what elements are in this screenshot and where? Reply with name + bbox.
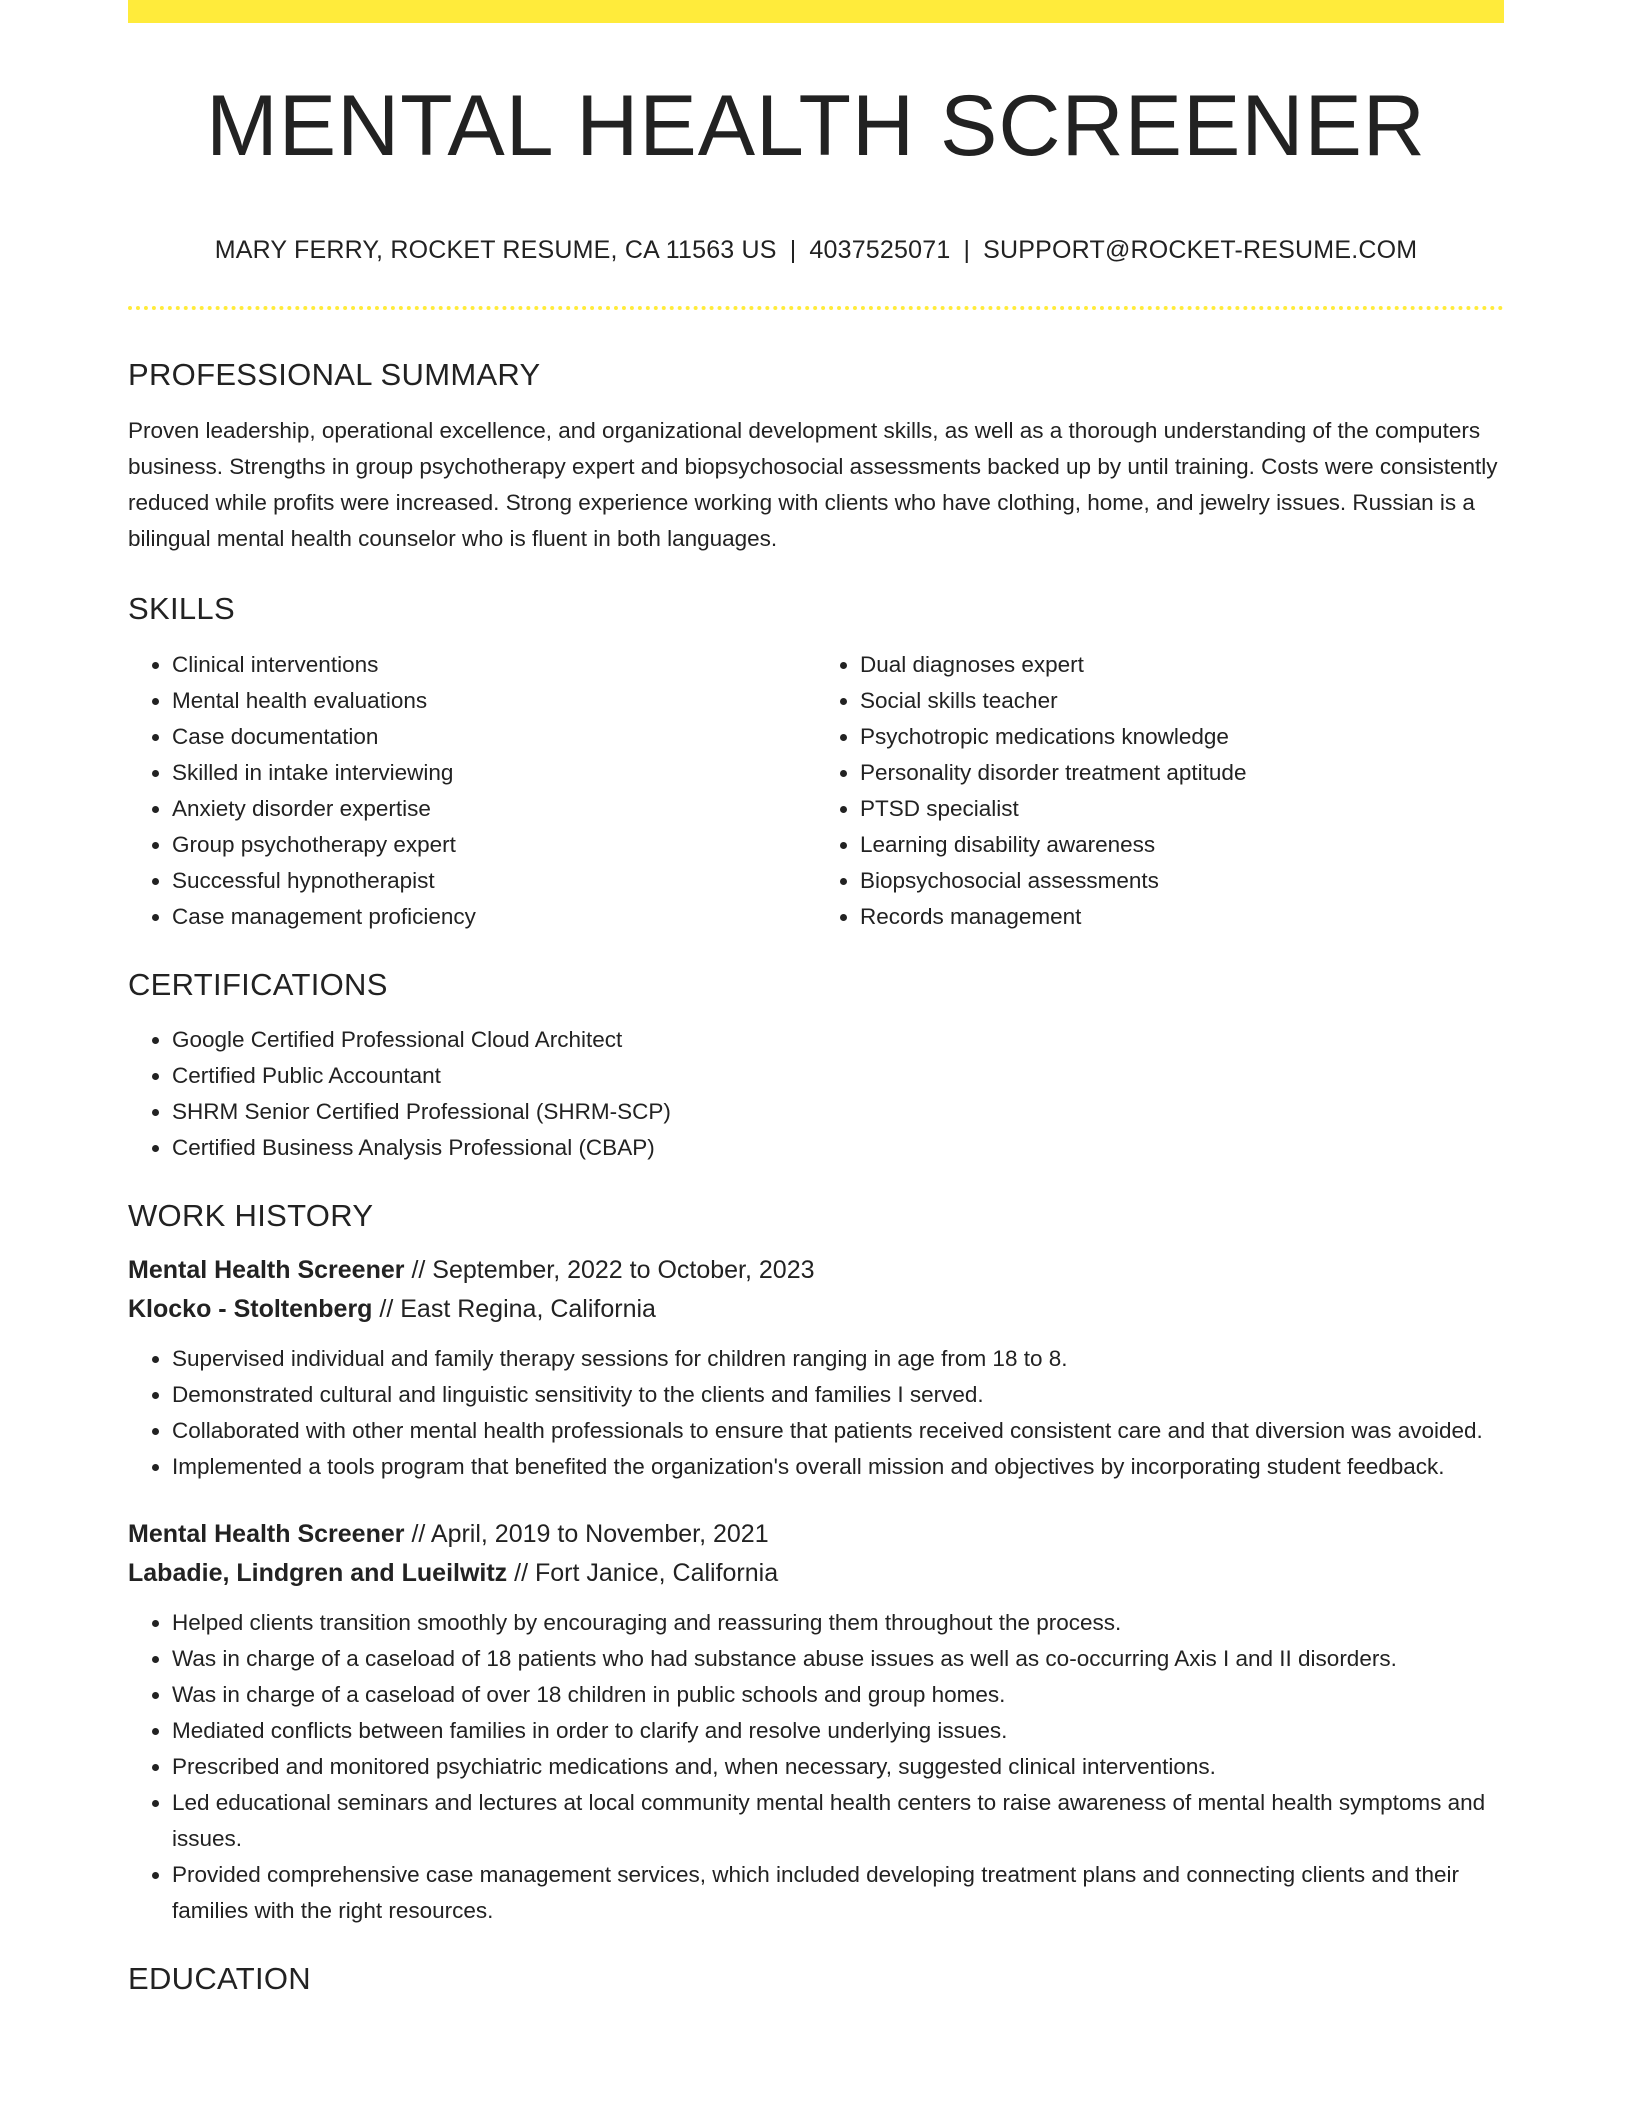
list-item: • Case documentation bbox=[172, 719, 816, 755]
list-item: • Clinical interventions bbox=[172, 647, 816, 683]
list-item: • Records management bbox=[860, 899, 1504, 935]
job-title-line bbox=[128, 1515, 1504, 1554]
list-item: • Prescribed and monitored psychiatric medications and, when necessary, suggested clinical interventions. bbox=[172, 1749, 1504, 1785]
list-item: • Successful hypnotherapist bbox=[172, 863, 816, 899]
job-company: Labadie, Lindgren and Lueilwitz bbox=[128, 1559, 508, 1587]
list-item: • Biopsychosocial assessments bbox=[860, 863, 1504, 899]
list-item: • Demonstrated cultural and linguistic sensitivity to the clients and families I served. bbox=[172, 1377, 1504, 1413]
list-item: • Mediated conflicts between families in order to clarify and resolve underlying issues. bbox=[172, 1713, 1504, 1749]
skills-list-right bbox=[816, 647, 1504, 935]
dotted-divider bbox=[128, 306, 1504, 310]
job-location: // East Regina, California bbox=[372, 1295, 656, 1323]
list-item: • Mental health evaluations bbox=[172, 683, 816, 719]
certifications-section bbox=[128, 969, 1504, 1166]
job-company-line bbox=[128, 1554, 1504, 1593]
resume-page bbox=[128, 0, 1504, 1994]
list-item: • Case management proficiency bbox=[172, 899, 816, 935]
job-dates: // September, 2022 to October, 2023 bbox=[404, 1256, 815, 1284]
list-item: • Supervised individual and family therapy sessions for children ranging in age from 18 to 8. bbox=[172, 1341, 1504, 1377]
list-item: • PTSD specialist bbox=[860, 791, 1504, 827]
list-item: • SHRM Senior Certified Professional (SHRM-SCP) bbox=[172, 1094, 1504, 1130]
contact-separator: | bbox=[789, 236, 797, 264]
top-accent-bar bbox=[128, 0, 1504, 23]
list-item: • Psychotropic medications knowledge bbox=[860, 719, 1504, 755]
list-item: • Certified Business Analysis Professional (CBAP) bbox=[172, 1130, 1504, 1166]
job-title-line bbox=[128, 1251, 1504, 1290]
job-bullets bbox=[128, 1605, 1504, 1929]
job-entry bbox=[128, 1515, 1504, 1929]
list-item: • Collaborated with other mental health professionals to ensure that patients received consistent care and that diversion was avoided. bbox=[172, 1413, 1504, 1449]
list-item: • Dual diagnoses expert bbox=[860, 647, 1504, 683]
work-history-section bbox=[128, 1200, 1504, 1929]
list-item: • Group psychotherapy expert bbox=[172, 827, 816, 863]
work-history-heading: WORK HISTORY bbox=[128, 1198, 374, 1233]
list-item: • Implemented a tools program that benefited the organization's overall mission and objectives by incorporating student feedback. bbox=[172, 1449, 1504, 1485]
summary-section bbox=[128, 359, 1504, 557]
skills-section bbox=[128, 593, 1504, 935]
list-item: • Led educational seminars and lectures at local community mental health centers to raise awareness of mental health symptoms and issues. bbox=[172, 1785, 1504, 1857]
list-item: • Anxiety disorder expertise bbox=[172, 791, 816, 827]
list-item: • Certified Public Accountant bbox=[172, 1058, 1504, 1094]
list-item: • Google Certified Professional Cloud Architect bbox=[172, 1022, 1504, 1058]
certifications-heading: CERTIFICATIONS bbox=[128, 967, 388, 1002]
list-item: • Learning disability awareness bbox=[860, 827, 1504, 863]
list-item: • Was in charge of a caseload of over 18 children in public schools and group homes. bbox=[172, 1677, 1504, 1713]
contact-email: SUPPORT@ROCKET-RESUME.COM bbox=[983, 236, 1418, 264]
list-item: • Was in charge of a caseload of 18 patients who had substance abuse issues as well as co-occurring Axis I and II disorders. bbox=[172, 1641, 1504, 1677]
education-heading: EDUCATION bbox=[128, 1961, 311, 1996]
certifications-list bbox=[128, 1022, 1504, 1166]
job-dates: // April, 2019 to November, 2021 bbox=[404, 1520, 769, 1548]
skills-heading: SKILLS bbox=[128, 591, 235, 626]
list-item: • Helped clients transition smoothly by encouraging and reassuring them throughout the process. bbox=[172, 1605, 1504, 1641]
job-company: Klocko - Stoltenberg bbox=[128, 1295, 373, 1323]
contact-phone: 4037525071 bbox=[809, 236, 951, 264]
education-section bbox=[128, 1963, 1504, 1994]
skills-grid bbox=[128, 647, 1504, 935]
job-entry bbox=[128, 1251, 1504, 1485]
list-item: • Provided comprehensive case management services, which included developing treatment plans and connecting clients and their families with the right resources. bbox=[172, 1857, 1504, 1929]
list-item: • Personality disorder treatment aptitude bbox=[860, 755, 1504, 791]
skills-column-left bbox=[128, 647, 816, 935]
summary-text: Proven leadership, operational excellence, and organizational development skills, as well as a thorough understanding of the computers business. Strengths in group psychotherapy expert and biopsychosocial assessments backed up by until training. Costs were consistently reduced while profits were increased. Strong experience working with clients who have clothing, home, and jewelry issues. Russian is a bilingual mental health counselor who is fluent in both languages. bbox=[128, 418, 1498, 551]
contact-line bbox=[128, 238, 1504, 263]
job-bullets bbox=[128, 1341, 1504, 1485]
contact-address: MARY FERRY, ROCKET RESUME, CA 11563 US bbox=[214, 236, 777, 264]
summary-heading: PROFESSIONAL SUMMARY bbox=[128, 357, 541, 392]
skills-list-left bbox=[128, 647, 816, 935]
list-item: • Skilled in intake interviewing bbox=[172, 755, 816, 791]
job-location: // Fort Janice, California bbox=[507, 1559, 779, 1587]
skills-column-right bbox=[816, 647, 1504, 935]
job-company-line bbox=[128, 1290, 1504, 1329]
job-title: Mental Health Screener bbox=[128, 1520, 405, 1548]
resume-title: MENTAL HEALTH SCREENER bbox=[206, 78, 1426, 174]
list-item: • Social skills teacher bbox=[860, 683, 1504, 719]
contact-separator: | bbox=[963, 236, 971, 264]
job-title: Mental Health Screener bbox=[128, 1256, 405, 1284]
